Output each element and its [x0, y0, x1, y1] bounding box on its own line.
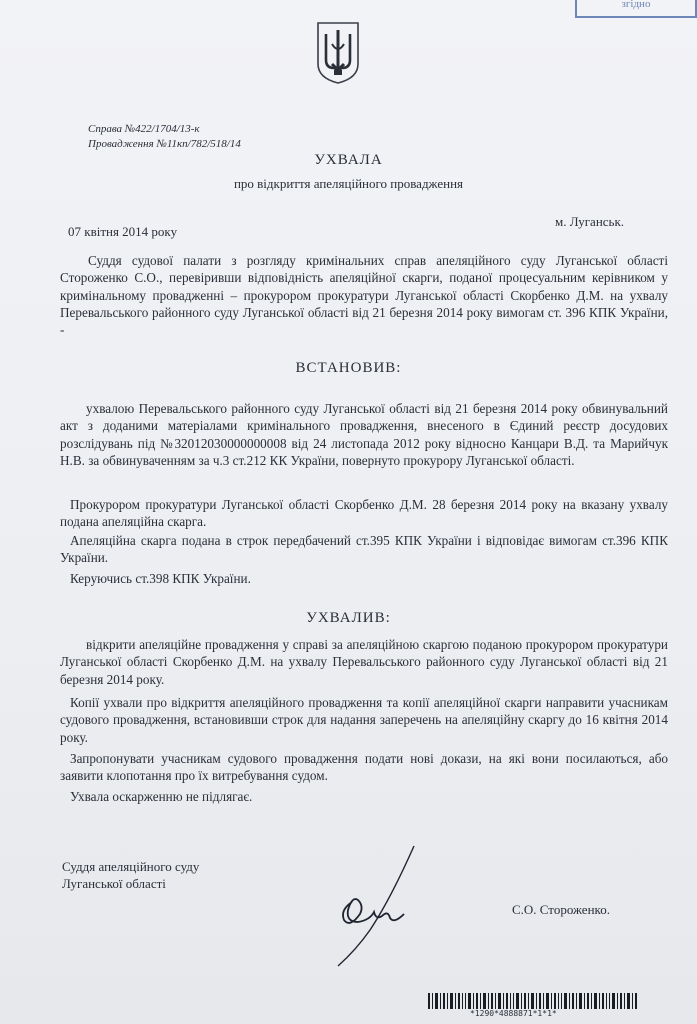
- intro-paragraph: Суддя судової палати з розгляду кримінальних справ апеляційного суду Луганської області Стороженко С.О., перевіривши відповідність апеляційної скарги, поданої процесуальним керівником у кримінальному провадженні – прокурором прокуратури Луганської області Скорбенко Д.М. на ухвалу Перевальського районного суду Луганської області від 21 березня 2014 року вимогам ст. 396 КПК України, -: [60, 253, 668, 338]
- established-paragraph-4: Керуючись ст.398 КПК України.: [70, 571, 251, 586]
- decided-paragraph-3: Запропонувати учасникам судового провадження подати нові докази, на які вони посилаються, або заявити клопотання про їх витребування судом.: [60, 751, 668, 784]
- signer-title-line2: Луганської області: [62, 876, 166, 891]
- barcode: [428, 993, 638, 1009]
- case-numbers: [88, 122, 241, 152]
- proceeding-number: Провадження №11кп/782/518/14: [88, 138, 241, 150]
- barcode-number: *1290*4888871*1*1*: [470, 1009, 557, 1018]
- case-number: Справа №422/1704/13-к: [88, 123, 200, 135]
- signer-name: С.О. Стороженко.: [512, 902, 610, 917]
- decided-paragraph-2: Копії ухвали про відкриття апеляційного провадження та копії апеляційної скарги направити учасникам судового провадження, встановивши строк для надання заперечень на апеляційну скаргу до 16 квітня 2014 року.: [60, 695, 668, 745]
- established-paragraph-1: ухвалою Перевальського районного суду Луганської області від 21 березня 2014 року обвинувальний акт з доданими матеріалами кримінального провадження, внесеного в Єдиний реєстр досудових розслідувань під №32012030000000008 від 24 листопада 2012 року відносно Канцари В.Д. та Марийчук Н.В. за обвинуваченням за ч.3 ст.212 КК України, повернуто прокурору Луганської області.: [60, 401, 668, 468]
- established-paragraph-3: Апеляційна скарга подана в строк передбачений ст.395 КПК України і відповідає вимогам ст.396 КПК України.: [60, 533, 668, 566]
- signer-title: [62, 858, 199, 892]
- established-paragraph-2: Прокурором прокуратури Луганської області Скорбенко Д.М. 28 березня 2014 року на вказану ухвалу подана апеляційна скарга.: [60, 497, 668, 530]
- section-heading-decided: УХВАЛИВ:: [306, 610, 391, 626]
- section-heading-established: ВСТАНОВИВ:: [295, 360, 402, 376]
- decided-paragraph-1: відкрити апеляційне провадження у справі за апеляційною скаргою поданою прокурором прокуратури Луганської області Скорбенко Д.М. на ухвалу Перевальського районного суду Луганської області від 21 березня 2014 року.: [60, 637, 668, 687]
- stamp: [575, 0, 697, 18]
- trident-emblem-icon: [314, 20, 362, 86]
- document-subtitle: про відкриття апеляційного провадження: [233, 176, 464, 191]
- document-date: 07 квітня 2014 року: [68, 224, 178, 239]
- signer-title-line1: Суддя апеляційного суду: [62, 859, 200, 874]
- document-title: УХВАЛА: [314, 152, 383, 168]
- decided-paragraph-4: Ухвала оскарженню не підлягає.: [70, 789, 253, 804]
- document-city: м. Луганськ.: [555, 214, 625, 229]
- stamp-text: згідно: [621, 0, 651, 10]
- handwritten-signature: [330, 840, 440, 970]
